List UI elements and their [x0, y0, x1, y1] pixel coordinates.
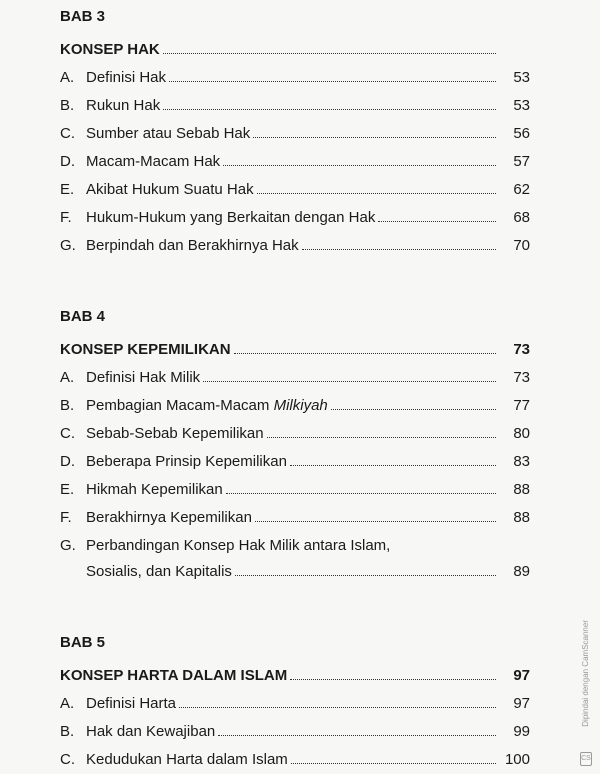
entry-letter: C. [60, 125, 75, 142]
chapter-heading: KONSEP HAK [60, 41, 160, 58]
entry-letter: B. [60, 397, 75, 414]
page-number: 62 [513, 181, 530, 198]
entry-letter: F. [60, 509, 72, 526]
page-number: 73 [513, 369, 530, 386]
entry-title: Hikmah Kepemilikan [86, 481, 223, 498]
toc-entry [60, 526, 530, 554]
leader-dots [169, 81, 496, 82]
leader-dots [179, 707, 496, 708]
entry-title-italic: Milkiyah [273, 397, 328, 414]
entry-letter: E. [60, 481, 75, 498]
leader-dots [290, 465, 496, 466]
toc-entry [60, 170, 530, 198]
page-number: 97 [513, 667, 530, 684]
page-number: 56 [513, 125, 530, 142]
leader-dots [267, 437, 496, 438]
entry-letter: B. [60, 97, 75, 114]
entry-title: Macam-Macam Hak [86, 153, 221, 170]
toc-entry-continuation [60, 554, 530, 580]
entry-letter: A. [60, 369, 75, 386]
entry-letter: B. [60, 723, 75, 740]
entry-title: Sebab-Sebab Kepemilikan [86, 425, 264, 442]
entry-title: Hukum-Hukum yang Berkaitan dengan Hak [86, 209, 376, 226]
camscanner-icon: CS [580, 752, 592, 766]
page-number: 68 [513, 209, 530, 226]
entry-letter: C. [60, 751, 75, 768]
entry-title: Rukun Hak [86, 97, 161, 114]
page-number: 100 [504, 751, 530, 768]
leader-dots [223, 165, 496, 166]
page-number: 53 [513, 97, 530, 114]
page-number: 53 [513, 69, 530, 86]
page-number: 80 [513, 425, 530, 442]
chapter-label: BAB 3 [60, 8, 106, 25]
leader-dots [203, 381, 496, 382]
toc-entry [60, 142, 530, 170]
leader-dots [235, 575, 496, 576]
page-number: 77 [513, 397, 530, 414]
toc-entry [60, 740, 530, 768]
entry-letter: E. [60, 181, 75, 198]
toc-entry [60, 358, 530, 386]
page-number: 88 [513, 481, 530, 498]
toc-entry [60, 198, 530, 226]
chapter-heading: KONSEP HARTA DALAM ISLAM [60, 667, 288, 684]
entry-letter: C. [60, 425, 75, 442]
scanner-watermark: Dipindai dengan CamScanner [581, 620, 590, 727]
page-number: 83 [513, 453, 530, 470]
entry-letter: A. [60, 69, 75, 86]
entry-title: Hak dan Kewajiban [86, 723, 216, 740]
entry-letter: D. [60, 453, 75, 470]
entry-title-continued: Sosialis, dan Kapitalis [86, 563, 232, 580]
entry-letter: G. [60, 237, 76, 254]
leader-dots [218, 735, 496, 736]
entry-title: Definisi Hak [86, 69, 167, 86]
leader-dots [378, 221, 496, 222]
toc-entry [60, 386, 530, 414]
entry-title: Perbandingan Konsep Hak Milik antara Islam, [86, 537, 391, 554]
chapter-heading-row [60, 654, 530, 684]
toc-entry [60, 498, 530, 526]
toc-entry [60, 86, 530, 114]
chapter-heading-row [60, 28, 530, 58]
leader-dots [163, 53, 496, 54]
page-number: 57 [513, 153, 530, 170]
entry-title: Akibat Hukum Suatu Hak [86, 181, 254, 198]
entry-letter: G. [60, 537, 76, 554]
page-number: 70 [513, 237, 530, 254]
toc-entry [60, 414, 530, 442]
toc-entry [60, 226, 530, 254]
entry-title: Berakhirnya Kepemilikan [86, 509, 252, 526]
chapter-heading: KONSEP KEPEMILIKAN [60, 341, 231, 358]
chapter-heading-row [60, 328, 530, 358]
entry-title: Definisi Harta [86, 695, 177, 712]
toc-entry [60, 470, 530, 498]
leader-dots [234, 353, 496, 354]
entry-letter: F. [60, 209, 72, 226]
entry-title: Sumber atau Sebab Hak [86, 125, 251, 142]
toc-entry [60, 684, 530, 712]
toc-entry [60, 442, 530, 470]
entry-title [86, 397, 328, 414]
entry-title-text: Pembagian Macam-Macam [86, 397, 270, 414]
entry-title: Berpindah dan Berakhirnya Hak [86, 237, 299, 254]
chapter-bab-3 [60, 6, 530, 254]
entry-title: Definisi Hak Milik [86, 369, 201, 386]
entry-title: Kedudukan Harta dalam Islam [86, 751, 288, 768]
page-number: 99 [513, 723, 530, 740]
page-number: 73 [513, 341, 530, 358]
entry-letter: A. [60, 695, 75, 712]
chapter-label: BAB 4 [60, 308, 106, 325]
page-number: 89 [513, 563, 530, 580]
entry-title: Beberapa Prinsip Kepemilikan [86, 453, 287, 470]
toc-entry [60, 712, 530, 740]
toc-entry [60, 58, 530, 86]
page-number: 88 [513, 509, 530, 526]
leader-dots [255, 521, 496, 522]
entry-letter: D. [60, 153, 75, 170]
chapter-bab-5 [60, 632, 530, 768]
leader-dots [302, 249, 496, 250]
chapter-bab-4 [60, 306, 530, 580]
leader-dots [331, 409, 496, 410]
page-number: 97 [513, 695, 530, 712]
chapter-label: BAB 5 [60, 634, 106, 651]
leader-dots [291, 763, 496, 764]
leader-dots [257, 193, 496, 194]
toc-entry [60, 114, 530, 142]
leader-dots [290, 679, 496, 680]
leader-dots [253, 137, 496, 138]
leader-dots [226, 493, 496, 494]
leader-dots [163, 109, 496, 110]
